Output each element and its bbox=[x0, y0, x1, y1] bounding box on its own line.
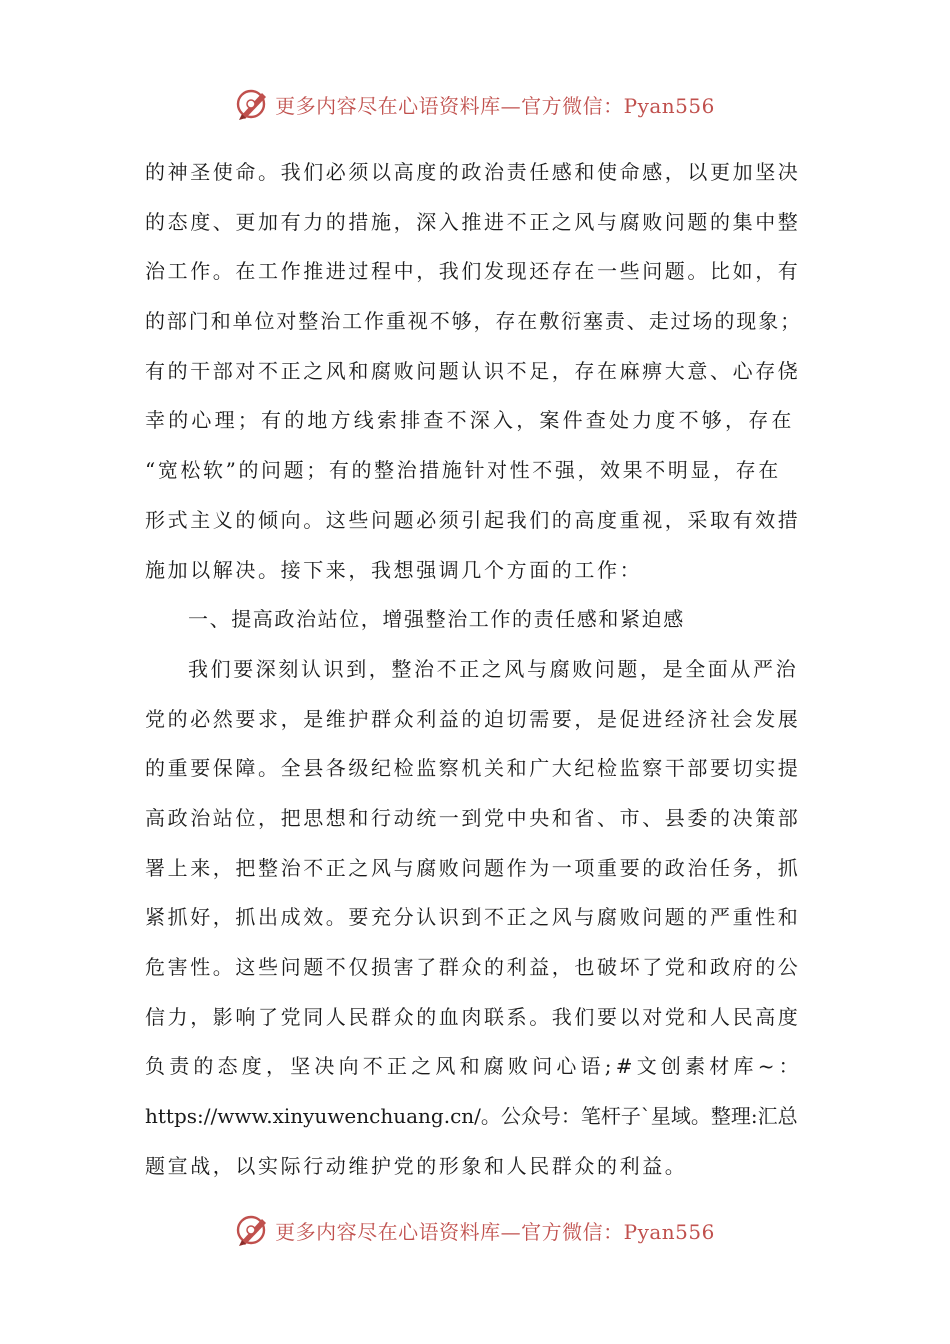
text-line: “宽松软”的问题；有的整治措施针对性不强，效果不明显，存在 bbox=[145, 458, 781, 483]
text-line: 的部门和单位对整治工作重视不够，存在敷衍塞责、走过场的现象； bbox=[145, 309, 802, 334]
text-line: 幸的心理；有的地方线索排查不深入，案件查处力度不够，存在 bbox=[145, 408, 795, 433]
text-line: 负责的态度，坚决向不正之风和腐败问心语;#文创素材库~： bbox=[145, 1054, 803, 1079]
url-line: https://www.xinyuwenchuang.cn/。公众号：笔杆子`星域。整理:汇总 bbox=[145, 1104, 798, 1129]
text-line: 形式主义的倾向。这些问题必须引起我们的高度重视，采取有效措 bbox=[145, 507, 801, 532]
text-line: 我们要深刻认识到，整治不正之风与腐败问题，是全面从严治 bbox=[188, 656, 799, 681]
text-line: 署上来，把整治不正之风与腐败问题作为一项重要的政治任务，抓 bbox=[145, 855, 801, 880]
text-line: 党的必然要求，是维护群众利益的迫切需要，是促进经济社会发展 bbox=[145, 706, 801, 731]
text-line: 施加以解决。接下来，我想强调几个方面的工作： bbox=[145, 557, 643, 582]
text-line: 有的干部对不正之风和腐败问题认识不足，存在麻痹大意、心存侥 bbox=[145, 358, 801, 383]
pen-logo-icon bbox=[235, 1212, 271, 1248]
text-line: 的神圣使命。我们必须以高度的政治责任感和使命感，以更加坚决 bbox=[145, 160, 801, 184]
pen-logo-icon bbox=[235, 86, 271, 122]
text-line: 题宣战，以实际行动维护党的形象和人民群众的利益。 bbox=[145, 1153, 688, 1178]
section-heading: 一、提高政治站位，增强整治工作的责任感和紧迫感 bbox=[188, 607, 685, 632]
document-body bbox=[145, 148, 805, 1191]
header-banner-text: 更多内容尽在心语资料库—官方微信：Pyan556 bbox=[275, 93, 715, 118]
text-line: 的重要保障。全县各级纪检监察机关和广大纪检监察干部要切实提 bbox=[145, 756, 801, 781]
text-line: 紧抓好，抓出成效。要充分认识到不正之风与腐败问题的严重性和 bbox=[145, 905, 801, 930]
text-line: 信力，影响了党同人民群众的血肉联系。我们要以对党和人民高度 bbox=[145, 1004, 801, 1029]
text-line: 高政治站位，把思想和行动统一到党中央和省、市、县委的决策部 bbox=[145, 805, 801, 830]
footer-banner bbox=[0, 1208, 950, 1252]
text-line: 治工作。在工作推进过程中，我们发现还存在一些问题。比如，有 bbox=[145, 259, 801, 284]
text-line: 的态度、更加有力的措施，深入推进不正之风与腐败问题的集中整 bbox=[145, 209, 801, 234]
text-line: 危害性。这些问题不仅损害了群众的利益，也破坏了党和政府的公 bbox=[145, 955, 801, 979]
footer-banner-text: 更多内容尽在心语资料库—官方微信：Pyan556 bbox=[275, 1219, 715, 1244]
header-banner bbox=[0, 82, 950, 126]
